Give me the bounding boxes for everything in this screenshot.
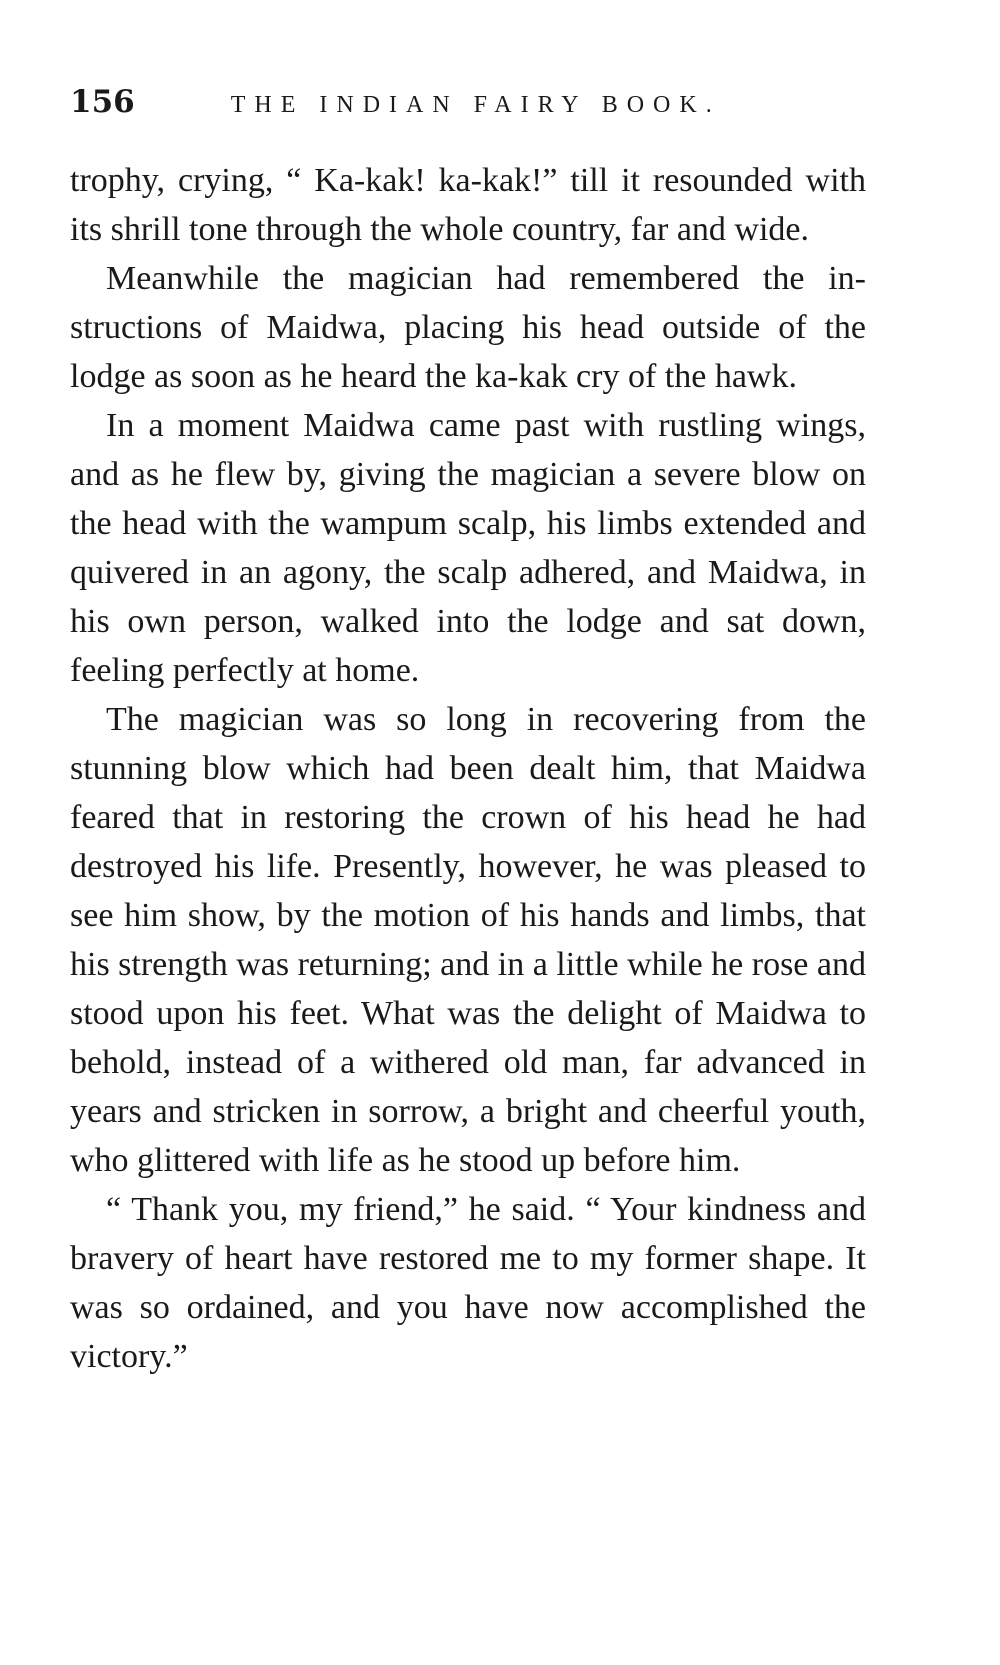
paragraph: In a moment Maidwa came past with rustling wings, and as he flew by, giving the magician a severe blow on the head with the wampum scalp, his limbs extended and quivered in an agony, the scalp adhered, and Maidwa, in his own person, walked into the lodge and sat down, feeling perfectly at home. (70, 407, 866, 689)
paragraph: “ Thank you, my friend,” he said. “ Your kindness and bravery of heart have restored me to my former shape. It was so ordained, and you have now accomplished the victory.” (70, 1191, 866, 1375)
page-header (70, 84, 870, 124)
body-text (70, 156, 866, 1381)
paragraph-continuation: trophy, crying, “ Ka-kak! ka-kak!” till it resounded with its shrill tone through the whole country, far and wide. (70, 162, 866, 248)
paragraph: Meanwhile the magician had remembered the instructions of Maidwa, placing his head outside of the lodge as soon as he heard the ka-kak cry of the hawk. (70, 260, 866, 395)
running-head: THE INDIAN FAIRY BOOK. (230, 92, 721, 118)
page-number: 156 (70, 84, 135, 120)
paragraph: The magician was so long in recovering from the stunning blow which had been dealt him, that Maidwa feared that in restoring the crown of his head he had destroyed his life. Presently, however, he was pleased to see him show, by the motion of his hands and limbs, that his strength was returning; and in a little while he rose and stood upon his feet. What was the delight of Maidwa to behold, instead of a withered old man, far advanced in years and stricken in sorrow, a bright and cheerful youth, who glittered with life as he stood up before him. (70, 701, 866, 1179)
